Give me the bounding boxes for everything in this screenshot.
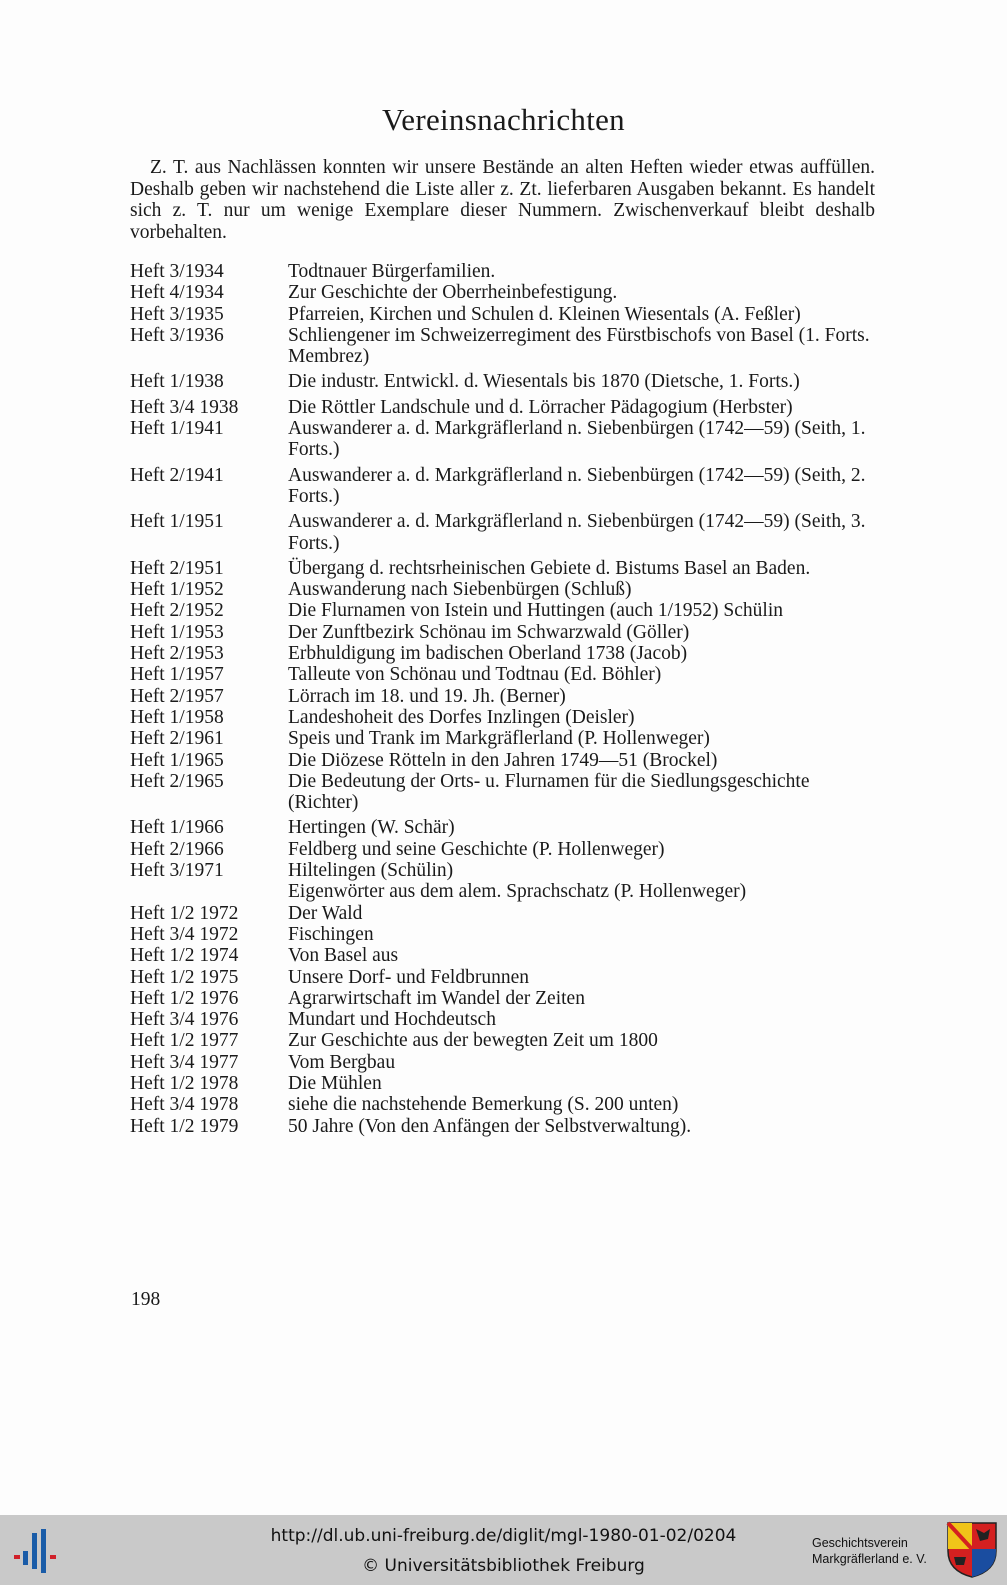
issue-number: Heft 1/1951 (130, 511, 224, 533)
coat-of-arms-icon (946, 1521, 998, 1579)
issue-title: Übergang d. rechtsrheinischen Gebiete d. Bistums Basel an Baden. (288, 557, 811, 579)
issue-number: Heft 2/1966 (130, 838, 224, 860)
issue-number: Heft 1/1938 (130, 371, 224, 393)
issue-row (130, 817, 880, 838)
issue-row (130, 881, 880, 902)
footer-organization (812, 1535, 937, 1567)
intro-paragraph: Z. T. aus Nachlässen konnten wir unsere Bestände an alten Heften wieder etwas auffüllen. Deshalb geben wir nachstehend die Liste aller z. Zt. lieferbaren Ausgaben bekannt. Es handelt sich z. T. nur um wenige Exemplare dieser Nummern. Zwischenverkauf bleibt deshalb vorbehalten. (130, 157, 875, 243)
footer-url[interactable]: http://dl.ub.uni-freiburg.de/diglit/mgl-1980-01-02/0204 (270, 1526, 737, 1546)
issue-title: Hiltelingen (Schülin) (288, 860, 454, 882)
issue-row (130, 511, 880, 554)
issue-title: Vom Bergbau (288, 1051, 396, 1073)
issue-row (130, 945, 880, 966)
issue-row (130, 771, 880, 814)
issue-title: Fischingen (288, 923, 374, 945)
issue-number: Heft 4/1934 (130, 282, 224, 304)
issue-row (130, 1009, 880, 1030)
issue-number: Heft 1/1966 (130, 817, 224, 839)
issue-title: Die Bedeutung der Orts- u. Flurnamen für die Siedlungsgeschichte (Richter) (288, 770, 810, 814)
issue-title: Von Basel aus (288, 945, 399, 967)
issue-number: Heft 1/1953 (130, 621, 224, 643)
issue-number: Heft 2/1952 (130, 600, 224, 622)
issue-number: Heft 3/4 1978 (130, 1094, 239, 1116)
page-number: 198 (131, 1289, 161, 1310)
issue-row (130, 707, 880, 728)
issue-row (130, 1073, 880, 1094)
issue-row (130, 967, 880, 988)
issue-row (130, 600, 880, 621)
issue-title: Pfarreien, Kirchen und Schulen d. Kleinen Wiesentals (A. Feßler) (288, 303, 801, 325)
issue-title: Der Wald (288, 902, 363, 924)
issue-title: Lörrach im 18. und 19. Jh. (Berner) (288, 685, 566, 707)
issue-title: Auswanderer a. d. Markgräflerland n. Siebenbürgen (1742—59) (Seith, 3. Forts.) (288, 511, 866, 554)
issue-number: Heft 3/1934 (130, 261, 224, 282)
issue-row (130, 622, 880, 643)
issue-list (130, 261, 880, 1137)
issue-title: Die Diözese Rötteln in den Jahren 1749—51 (Brockel) (288, 749, 718, 771)
issue-number: Heft 2/1953 (130, 643, 224, 665)
issue-row (130, 1116, 880, 1137)
issue-title: Erbhuldigung im badischen Oberland 1738 (Jacob) (288, 643, 688, 665)
issue-number: Heft 1/1957 (130, 664, 224, 686)
issue-row (130, 750, 880, 771)
issue-row (130, 558, 880, 579)
issue-number: Heft 1/1941 (130, 418, 224, 440)
issue-title: Hertingen (W. Schär) (288, 817, 455, 839)
issue-row (130, 643, 880, 664)
issue-row (130, 579, 880, 600)
issue-row (130, 418, 880, 461)
issue-number: Heft 3/1936 (130, 324, 224, 346)
issue-row (130, 465, 880, 508)
issue-title: Die Röttler Landschule und d. Lörracher Pädagogium (Herbster) (288, 396, 793, 418)
issue-row (130, 903, 880, 924)
org-name-line1: Geschichtsverein (812, 1536, 908, 1550)
issue-row (130, 397, 880, 418)
issue-title: Feldberg und seine Geschichte (P. Hollenweger) (288, 838, 665, 860)
issue-title: Auswanderer a. d. Markgräflerland n. Siebenbürgen (1742—59) (Seith, 1. Forts.) (288, 418, 866, 461)
issue-title: Die industr. Entwickl. d. Wiesentals bis 1870 (Dietsche, 1. Forts.) (288, 371, 800, 393)
footer-bar (0, 1515, 1007, 1585)
issue-title: siehe die nachstehende Bemerkung (S. 200 unten) (288, 1094, 679, 1116)
issue-number: Heft 2/1965 (130, 770, 224, 792)
issue-row (130, 1052, 880, 1073)
issue-number: Heft 2/1957 (130, 685, 224, 707)
issue-row (130, 839, 880, 860)
issue-title: Eigenwörter aus dem alem. Sprachschatz (P. Hollenweger) (288, 881, 747, 903)
issue-number: Heft 3/4 1938 (130, 396, 239, 418)
org-name-line2: Markgräflerland e. V. (812, 1552, 927, 1566)
issue-number: Heft 1/1958 (130, 706, 224, 728)
issue-number: Heft 2/1961 (130, 728, 224, 750)
issue-row (130, 304, 880, 325)
issue-title: Zur Geschichte aus der bewegten Zeit um 1800 (288, 1030, 658, 1052)
issue-title: Der Zunftbezirk Schönau im Schwarzwald (Göller) (288, 621, 690, 643)
issue-title: 50 Jahre (Von den Anfängen der Selbstverwaltung). (288, 1115, 692, 1137)
issue-title: Unsere Dorf- und Feldbrunnen (288, 966, 529, 988)
issue-number: Heft 3/4 1977 (130, 1051, 239, 1073)
issue-title: Todtnauer Bürgerfamilien. (288, 261, 496, 282)
issue-number: Heft 1/2 1974 (130, 945, 239, 967)
issue-number: Heft 1/2 1976 (130, 987, 239, 1009)
issue-number: Heft 3/4 1976 (130, 1009, 239, 1031)
issue-title: Landeshoheit des Dorfes Inzlingen (Deisler) (288, 706, 635, 728)
issue-row (130, 924, 880, 945)
issue-title: Mundart und Hochdeutsch (288, 1009, 496, 1031)
issue-row (130, 325, 880, 368)
issue-number: Heft 1/2 1978 (130, 1072, 239, 1094)
issue-number: Heft 2/1951 (130, 557, 224, 579)
issue-row (130, 261, 880, 282)
issue-number: Heft 3/4 1972 (130, 923, 239, 945)
issue-row (130, 860, 880, 881)
issue-title: Die Flurnamen von Istein und Huttingen (auch 1/1952) Schülin (288, 600, 784, 622)
issue-number: Heft 1/1952 (130, 579, 224, 601)
issue-row (130, 988, 880, 1009)
issue-number: Heft 3/1971 (130, 860, 224, 882)
issue-row (130, 282, 880, 303)
issue-title: Agrarwirtschaft im Wandel der Zeiten (288, 987, 585, 1009)
issue-title: Zur Geschichte der Oberrheinbefestigung. (288, 282, 618, 304)
issue-row (130, 1094, 880, 1115)
issue-number: Heft 2/1941 (130, 464, 224, 486)
issue-number (130, 881, 288, 902)
issue-title: Talleute von Schönau und Todtnau (Ed. Böhler) (288, 664, 662, 686)
issue-number: Heft 3/1935 (130, 303, 224, 325)
issue-title: Auswanderung nach Siebenbürgen (Schluß) (288, 579, 632, 601)
page-title: Vereinsnachrichten (382, 102, 625, 137)
footer-copyright: © Universitätsbibliothek Freiburg (362, 1556, 645, 1576)
issue-number: Heft 1/2 1979 (130, 1115, 239, 1137)
issue-row (130, 1030, 880, 1051)
issue-title: Speis und Trank im Markgräflerland (P. Hollenweger) (288, 728, 710, 750)
issue-row (130, 664, 880, 685)
issue-title: Auswanderer a. d. Markgräflerland n. Siebenbürgen (1742—59) (Seith, 2. Forts.) (288, 464, 866, 507)
issue-row (130, 686, 880, 707)
issue-number: Heft 1/1965 (130, 749, 224, 771)
issue-number: Heft 1/2 1977 (130, 1030, 239, 1052)
issue-title: Die Mühlen (288, 1072, 382, 1094)
issue-number: Heft 1/2 1975 (130, 966, 239, 988)
issue-row (130, 728, 880, 749)
issue-row (130, 371, 880, 392)
issue-title: Schliengener im Schweizerregiment des Fürstbischofs von Basel (1. Forts. Membrez) (288, 324, 870, 368)
issue-number: Heft 1/2 1972 (130, 902, 239, 924)
